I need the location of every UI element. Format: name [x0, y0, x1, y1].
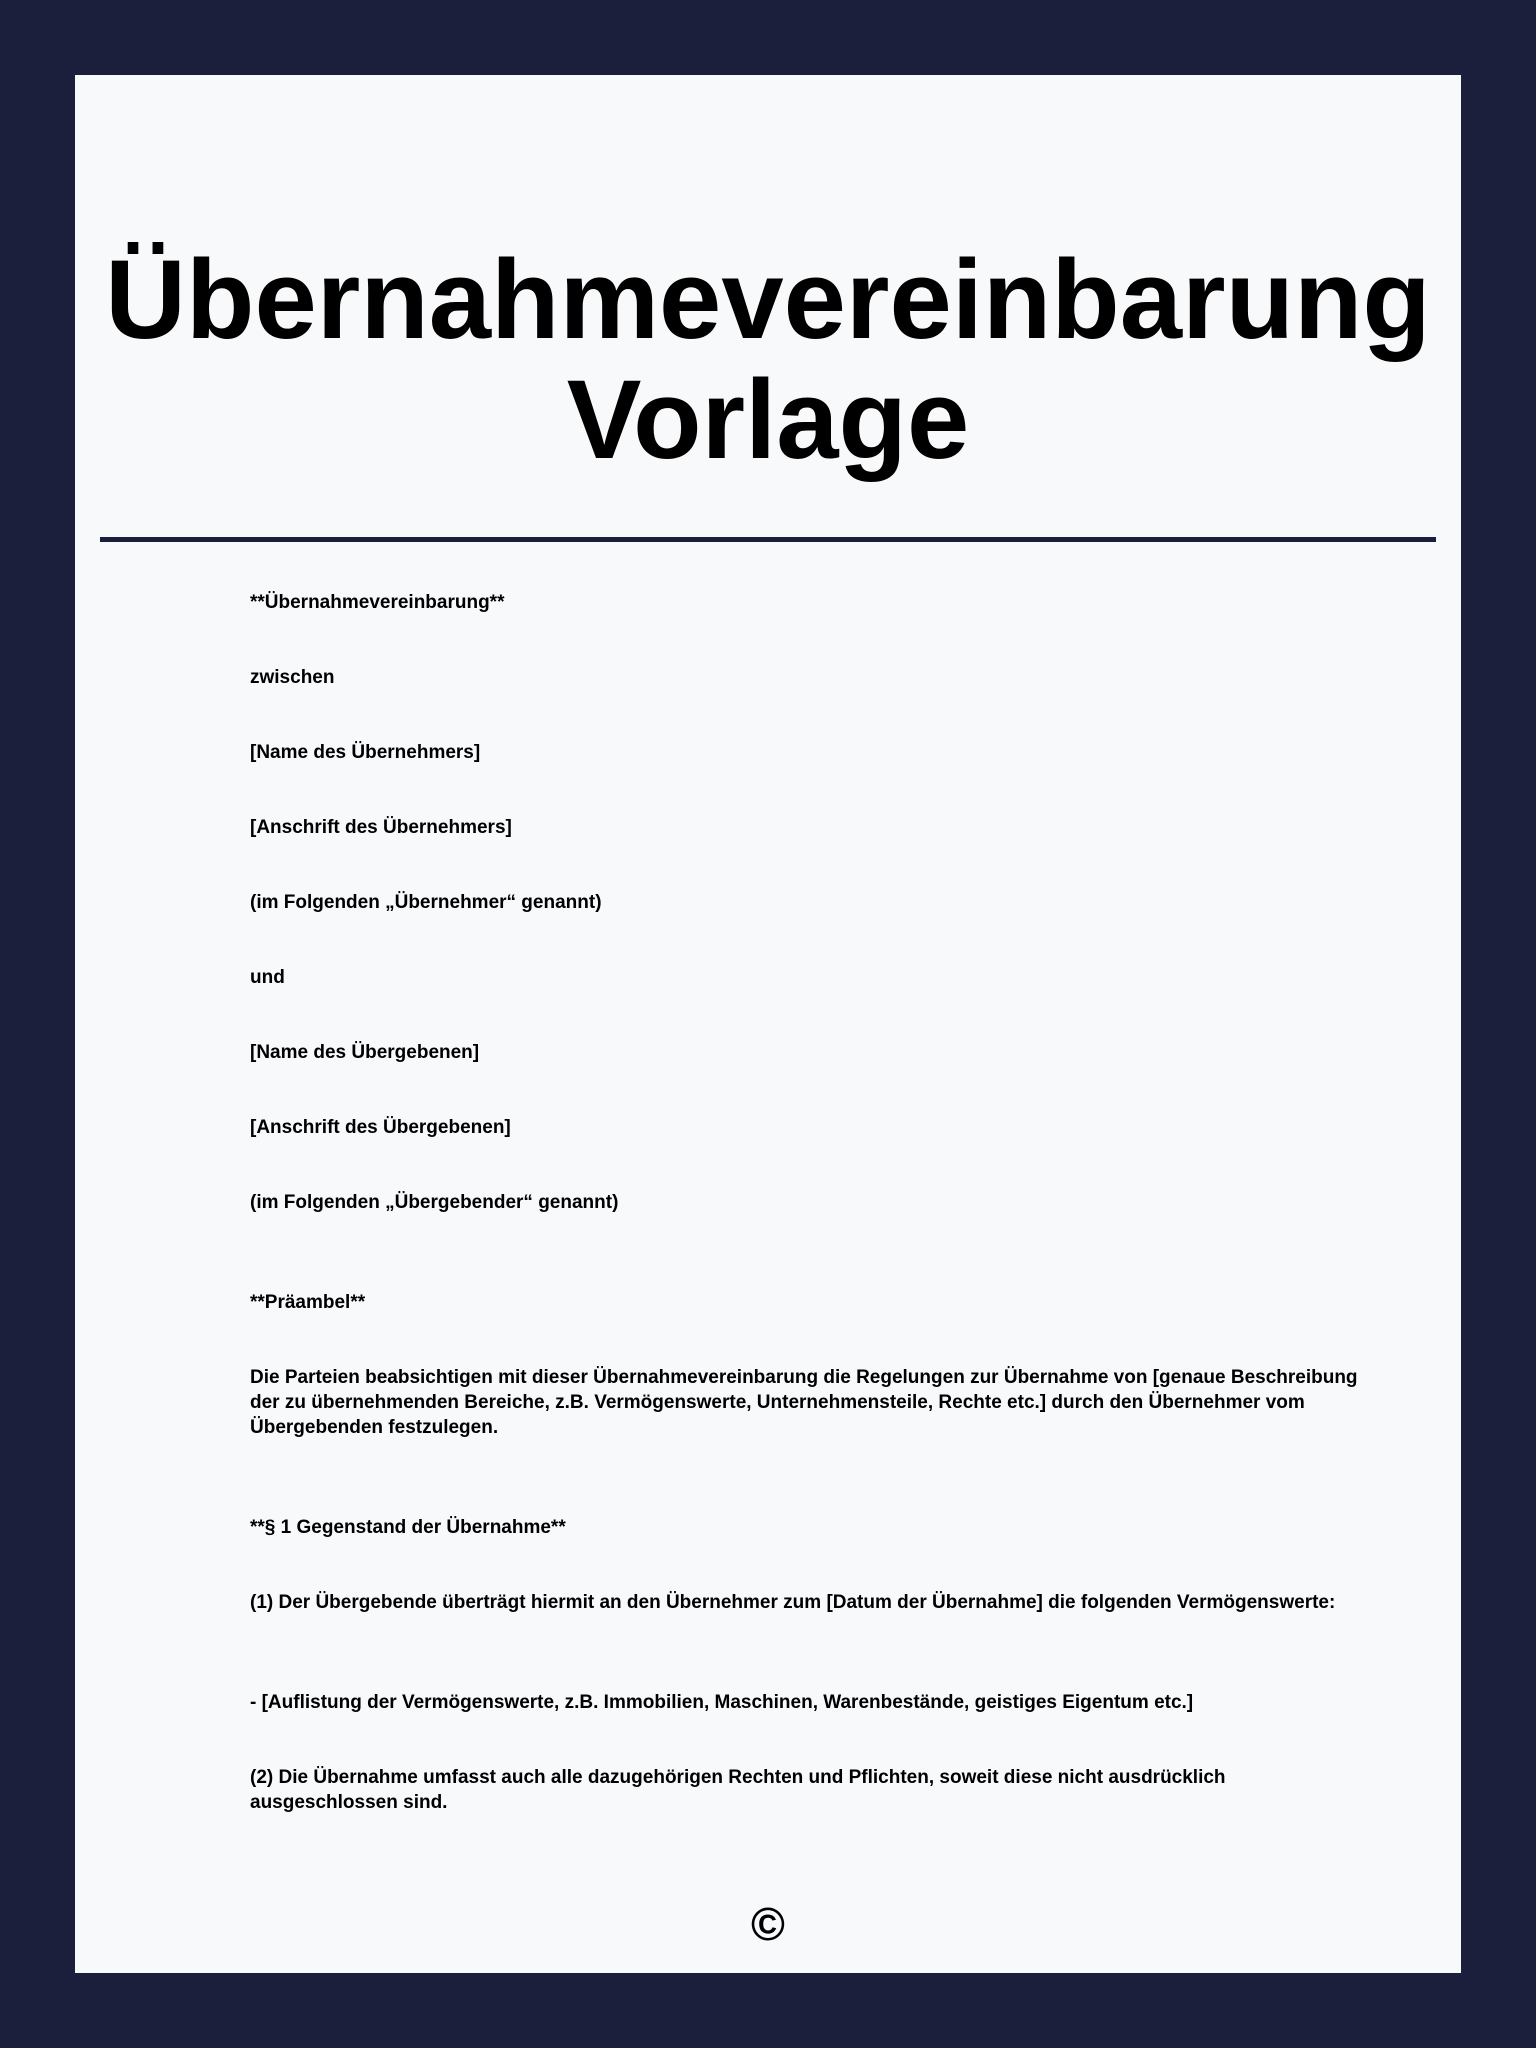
- document-title: [75, 237, 1461, 482]
- title-divider: [100, 537, 1436, 542]
- heading-paragraph-1: **§ 1 Gegenstand der Übernahme**: [250, 1517, 566, 1538]
- placeholder-address-uebergebener: [Anschrift des Übergebenen]: [250, 1117, 511, 1138]
- title-line-2: Vorlage: [566, 357, 970, 482]
- placeholder-name-uebergebener: [Name des Übergebenen]: [250, 1042, 480, 1063]
- heading-praeambel: **Präambel**: [250, 1292, 366, 1313]
- placeholder-address-uebernehmer: [Anschrift des Übernehmers]: [250, 817, 512, 838]
- text-und: und: [250, 967, 285, 988]
- text-paragraph-1-clause-1: (1) Der Übergebende überträgt hiermit an den Übernehmer zum [Datum der Übernahme] die folgenden Vermögenswerte:: [250, 1592, 1336, 1613]
- copyright-icon: ©: [751, 1898, 785, 1950]
- text-uebergebender-designation: (im Folgenden „Übergebender“ genannt): [250, 1192, 619, 1213]
- heading-agreement: **Übernahmevereinbarung**: [250, 592, 505, 613]
- text-praeambel: Die Parteien beabsichtigen mit dieser Übernahmevereinbarung die Regelungen zur Übernahme von [genaue Beschreibung der zu übernehmenden Bereiche, z.B. Vermögenswerte, Unternehmensteile, Rechte etc.] durch den Übernehmer vom Übergebenden festzulegen.: [250, 1367, 1358, 1438]
- text-zwischen: zwischen: [250, 667, 335, 688]
- text-uebernehmer-designation: (im Folgenden „Übernehmer“ genannt): [250, 892, 602, 913]
- document-page: [75, 75, 1461, 1973]
- placeholder-name-uebernehmer: [Name des Übernehmers]: [250, 742, 481, 763]
- text-paragraph-1-clause-2: (2) Die Übernahme umfasst auch alle dazugehörigen Rechten und Pflichten, soweit diese nicht ausdrücklich ausgeschlossen sind.: [250, 1767, 1226, 1813]
- title-line-1: Übernahmevereinbarung: [105, 237, 1431, 362]
- list-item-assets: - [Auflistung der Vermögenswerte, z.B. Immobilien, Maschinen, Warenbestände, geistiges Eigentum etc.]: [250, 1692, 1194, 1713]
